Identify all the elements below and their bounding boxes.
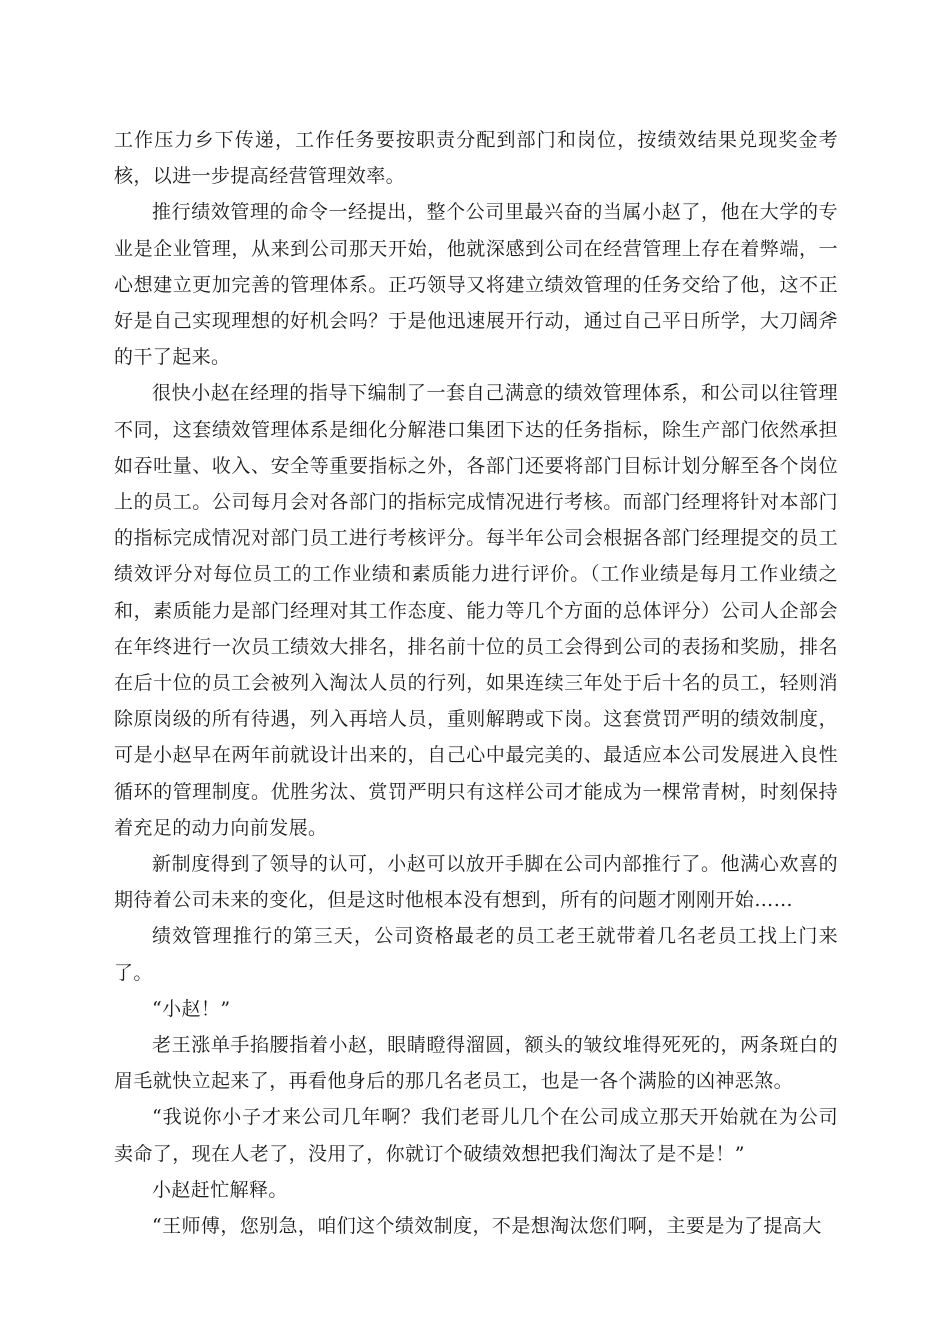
paragraph: “我说你小子才来公司几年啊？我们老哥儿几个在公司成立那天开始就在为公司卖命了，现在人老了，没用了，你就订个破绩效想把我们淘汰了是不是！” xyxy=(114,1106,838,1165)
paragraph: 工作压力乡下传递，工作任务要按职责分配到部门和岗位，按绩效结果兑现奖金考核，以进一步提高经营管理效率。 xyxy=(114,129,838,188)
paragraph: 很快小赵在经理的指导下编制了一套自己满意的绩效管理体系，和公司以往管理不同，这套绩效管理体系是细化分解港口集团下达的任务指标，除生产部门依然承担如吞吐量、收入、安全等重要指标之外，各部门还要将部门目标计划分解至各个岗位上的员工。公司每月会对各部门的指标完成情况进行考核。而部门经理将针对本部门的指标完成情况对部门员工进行考核评分。每半年公司会根据各部门经理提交的员工绩效评分对每位员工的工作业绩和素质能力进行评价。（工作业绩是每月工作业绩之和，素质能力是部门经理对其工作态度、能力等几个方面的总体评分）公司人企部会在年终进行一次员工绩效大排名，排名前十位的员工会得到公司的表扬和奖励，排名在后十位的员工会被列入淘汰人员的行列，如果连续三年处于后十名的员工，轻则消除原岗级的所有待遇，列入再培人员，重则解聘或下岗。这套赏罚严明的绩效制度，可是小赵早在两年前就设计出来的，自己心中最完美的、最适应本公司发展进入良性循环的管理制度。优胜劣汰、赏罚严明只有这样公司才能成为一棵常青树，时刻保持着充足的动力向前发展。 xyxy=(114,382,838,839)
paragraph: “小赵！” xyxy=(152,997,231,1020)
document-body xyxy=(114,122,838,1244)
paragraph: “王师傅，您别急，咱们这个绩效制度，不是想淘汰您们啊，主要是为了提高大 xyxy=(152,1215,822,1238)
paragraph: 推行绩效管理的命令一经提出，整个公司里最兴奋的当属小赵了，他在大学的专业是企业管理，从来到公司那天开始，他就深感到公司在经营管理上存在着弊端，一心想建立更加完善的管理体系。正巧领导又将建立绩效管理的任务交给了他，这不正好是自己实现理想的好机会吗？于是他迅速展开行动，通过自己平日所学，大刀阔斧的干了起来。 xyxy=(114,201,838,369)
paragraph: 老王涨单手掐腰指着小赵，眼睛瞪得溜圆，额头的皱纹堆得死死的，两条斑白的眉毛就快立起来了，再看他身后的那几名老员工，也是一各个满脸的凶神恶煞。 xyxy=(114,1034,838,1093)
paragraph: 新制度得到了领导的认可，小赵可以放开手脚在公司内部推行了。他满心欢喜的期待着公司未来的变化，但是这时他根本没有想到，所有的问题才刚刚开始…… xyxy=(114,853,838,912)
paragraph: 小赵赶忙解释。 xyxy=(152,1178,288,1201)
paragraph: 绩效管理推行的第三天，公司资格最老的员工老王就带着几名老员工找上门来了。 xyxy=(114,925,838,984)
